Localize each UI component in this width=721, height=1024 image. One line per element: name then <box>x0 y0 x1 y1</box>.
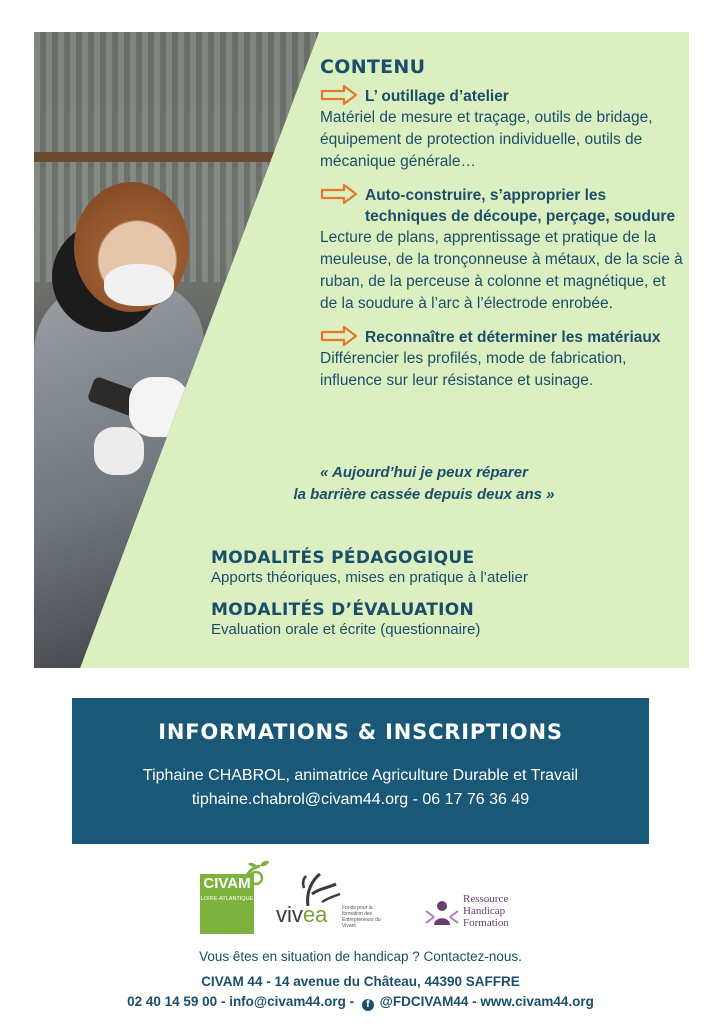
vivea-logo <box>276 872 386 932</box>
contenu-item <box>320 327 685 392</box>
item-text: Différencier les profilés, mode de fabrication, influence sur leur résistance et usinage. <box>320 350 627 389</box>
rhf-text <box>463 893 509 929</box>
item-text: Matériel de mesure et traçage, outils de bridage, équipement de protection individuelle, outils de mécanique générale… <box>320 109 653 170</box>
quote-line-1: « Aujourd’hui je peux réparer <box>320 464 528 481</box>
item-title: Reconnaître et déterminer les matériaux <box>365 329 661 346</box>
item-text: Lecture de plans, apprentissage et pratique de la meuleuse, de la tronçonneuse à métaux, de la scie à ruban, de la perceuse à colonne et magnétique, et de la soudure à l’arc à l’électrode enrobée. <box>320 229 683 312</box>
item-title: Auto-construire, s’approprier les techniques de découpe, perçage, soudure <box>365 187 676 225</box>
facebook-icon: f <box>362 999 374 1011</box>
info-contact <box>72 764 649 812</box>
vivea-subtitle: Fonds pour la formation des Entrepreneurs du Vivant <box>342 905 381 929</box>
footer <box>0 948 721 1012</box>
rhf-line-1: Ressource <box>463 893 509 905</box>
content-panel <box>34 32 689 668</box>
phone-email[interactable]: 02 40 14 59 00 - info@civam44.org - <box>127 994 355 1009</box>
item-title: L’ outillage d’atelier <box>365 88 509 105</box>
facebook-website[interactable]: @FDCIVAM44 - www.civam44.org <box>379 994 594 1009</box>
plant-icon <box>298 872 342 906</box>
photo-mask <box>104 264 174 306</box>
pedagogique-text: Apports théoriques, mises en pratique à l’atelier <box>211 569 528 586</box>
info-inscriptions-box <box>72 698 649 844</box>
vivea-word-2: ea <box>302 902 328 927</box>
item-head <box>320 185 685 227</box>
arrow-right-icon <box>320 326 358 346</box>
contact-details[interactable]: tiphaine.chabrol@civam44.org - 06 17 76 36 49 <box>191 791 530 808</box>
people-icon <box>425 899 459 927</box>
arrow-right-icon <box>320 184 358 204</box>
quote-line-2: la barrière cassée depuis deux ans » <box>293 486 555 503</box>
info-title: INFORMATIONS & INSCRIPTIONS <box>158 720 563 744</box>
handicap-notice: Vous êtes en situation de handicap ? Contactez-nous. <box>199 949 522 964</box>
contact-name: Tiphaine CHABROL, animatrice Agriculture Durable et Travail <box>142 767 579 784</box>
rhf-line-2: Handicap <box>463 905 506 917</box>
contenu-title: CONTENU <box>320 56 426 78</box>
modalites-section <box>211 548 681 652</box>
partner-logos <box>0 858 721 938</box>
rhf-line-3: Formation <box>463 917 509 929</box>
footer-contacts <box>0 992 721 1012</box>
photo-glove <box>94 427 144 475</box>
arrow-right-icon <box>320 85 358 105</box>
item-head <box>320 86 685 107</box>
civam-logo <box>200 858 272 936</box>
evaluation-text: Evaluation orale et écrite (questionnaire) <box>211 621 481 638</box>
address: CIVAM 44 - 14 avenue du Château, 44390 SAFFRE <box>201 974 520 989</box>
contenu-item <box>320 185 685 315</box>
ressource-handicap-formation-logo <box>425 893 525 939</box>
vivea-word-1: viv <box>276 902 303 927</box>
contenu-item <box>320 86 685 173</box>
contenu-section <box>320 56 685 404</box>
evaluation-title: MODALITÉS D’ÉVALUATION <box>211 600 475 620</box>
civam-name: CIVAM <box>203 875 251 892</box>
testimonial-quote <box>254 462 594 506</box>
pedagogique-title: MODALITÉS PÉDAGOGIQUE <box>211 548 475 568</box>
item-head <box>320 327 685 348</box>
civam-sub: LOIRE-ATLANTIQUE <box>200 896 254 902</box>
vivea-wordmark <box>276 902 327 928</box>
